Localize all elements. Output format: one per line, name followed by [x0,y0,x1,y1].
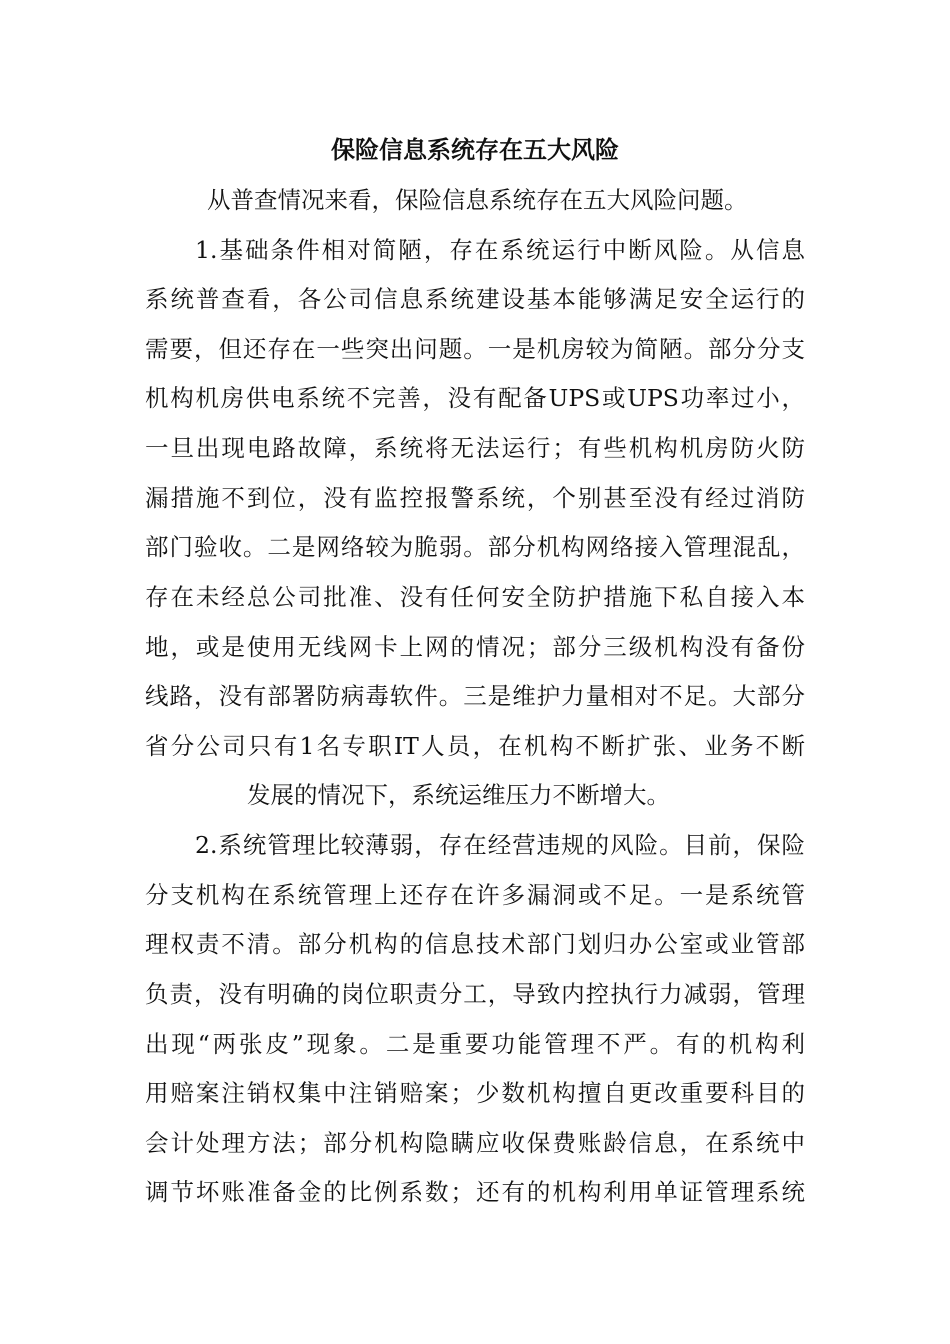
paragraph-line: 用赔案注销权集中注销赔案；少数机构擅自更改重要科目的 [145,1079,805,1107]
paragraph-line: 负责，没有明确的岗位职责分工，导致内控执行力减弱，管理 [145,980,805,1008]
paragraph-line: 部门验收。二是网络较为脆弱。部分机构网络接入管理混乱， [145,533,805,561]
paragraph-line: 省分公司只有1名专职IT人员，在机构不断扩张、业务不断 [145,732,805,760]
paragraph-line: 漏措施不到位，没有监控报警系统，个别甚至没有经过消防 [145,484,805,512]
paragraph-line: 理权责不清。部分机构的信息技术部门划归办公室或业管部 [145,930,805,958]
paragraph-line: 需要，但还存在一些突出问题。一是机房较为简陋。部分分支 [145,335,805,363]
paragraph-line: 1.基础条件相对简陋，存在系统运行中断风险。从信息 [195,236,805,264]
paragraph-line: 分支机构在系统管理上还存在许多漏洞或不足。一是系统管 [145,881,805,909]
paragraph-line: 会计处理方法；部分机构隐瞒应收保费账龄信息，在系统中 [145,1129,805,1157]
paragraph-line: 一旦出现电路故障，系统将无法运行；有些机构机房防火防 [145,434,805,462]
paragraph-line: 2.系统管理比较薄弱，存在经营违规的风险。目前，保险 [195,831,805,859]
paragraph-line: 出现“两张皮”现象。二是重要功能管理不严。有的机构利 [145,1030,805,1058]
paragraph-line: 调节坏账准备金的比例系数；还有的机构利用单证管理系统 [145,1178,805,1206]
paragraph-line: 地，或是使用无线网卡上网的情况；部分三级机构没有备份 [145,633,805,661]
paragraph-end-line: 发展的情况下，系统运维压力不断增大。 [247,781,670,809]
paragraph-line: 机构机房供电系统不完善，没有配备UPS或UPS功率过小， [145,384,805,412]
paragraph-line: 存在未经总公司批准、没有任何安全防护措施下私自接入本 [145,583,805,611]
paragraph-line: 系统普查看，各公司信息系统建设基本能够满足安全运行的 [145,285,805,313]
paragraph-line: 线路，没有部署防病毒软件。三是维护力量相对不足。大部分 [145,682,805,710]
paragraph-intro-line: 从普查情况来看，保险信息系统存在五大风险问题。 [207,186,748,214]
document-title: 保险信息系统存在五大风险 [331,136,619,164]
